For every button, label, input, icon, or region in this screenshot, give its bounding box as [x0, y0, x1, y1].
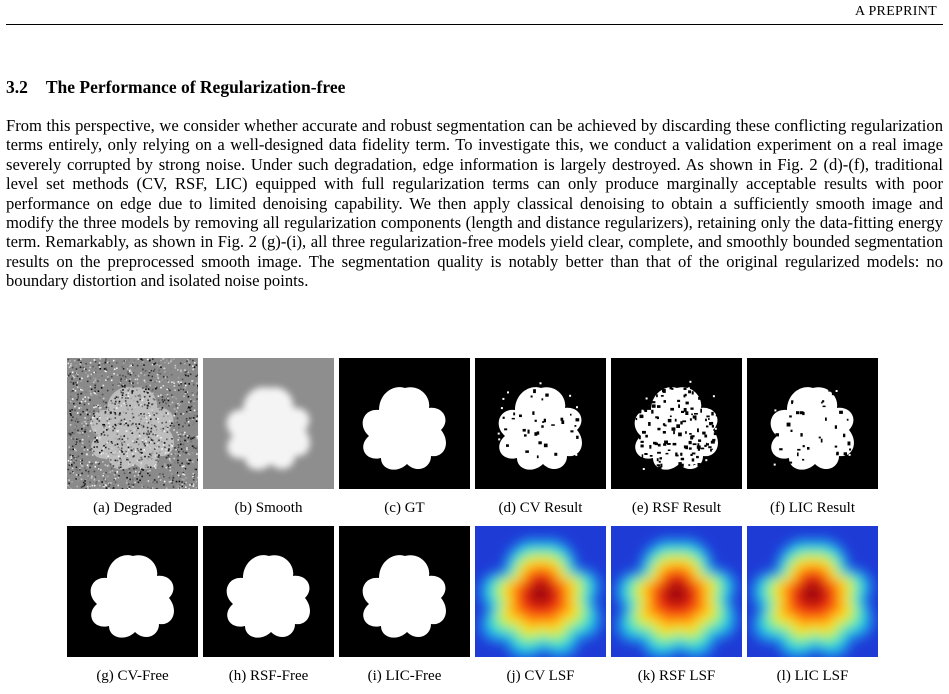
panel-caption: (j) CV LSF [506, 668, 574, 685]
panel-image [475, 526, 606, 657]
panel-image [339, 358, 470, 489]
panel-caption: (a) Degraded [93, 500, 172, 517]
panel-caption: (l) LIC LSF [777, 668, 849, 685]
panel-i [339, 526, 470, 694]
panel-image [611, 526, 742, 657]
panel-caption: (k) RSF LSF [638, 668, 716, 685]
section-title: The Performance of Regularization-free [46, 77, 346, 97]
figure-row-1 [67, 358, 881, 526]
panel-image [203, 526, 334, 657]
panel-image [203, 358, 334, 489]
panel-k [611, 526, 742, 694]
panel-image [747, 358, 878, 489]
panel-a [67, 358, 198, 526]
section-heading [6, 77, 345, 98]
panel-caption: (i) LIC-Free [368, 668, 442, 685]
header-rule [6, 24, 943, 25]
panel-e [611, 358, 742, 526]
figure-2 [67, 358, 881, 694]
panel-l [747, 526, 878, 694]
panel-image [67, 526, 198, 657]
panel-caption: (c) GT [384, 500, 424, 517]
panel-b [203, 358, 334, 526]
panel-caption: (e) RSF Result [632, 500, 721, 517]
running-header: A PREPRINT [855, 4, 937, 20]
panel-caption: (f) LIC Result [770, 500, 855, 517]
panel-image [339, 526, 470, 657]
panel-caption: (g) CV-Free [96, 668, 168, 685]
panel-j [475, 526, 606, 694]
panel-h [203, 526, 334, 694]
panel-caption: (h) RSF-Free [229, 668, 309, 685]
body-paragraph: From this perspective, we consider whether accurate and robust segmentation can be achieved by discarding these conflicting regularization terms entirely, only relying on a well-designed data fidelity term. To investigate this, we conduct a validation experiment on a real image severely corrupted by strong noise. Under such degradation, edge information is largely destroyed. As shown in Fig. 2 (d)-(f), traditional level set methods (CV, RSF, LIC) equipped with full regularization terms can only produce marginally acceptable results with poor performance on edge due to limited denoising capability. We then apply classical denoising to obtain a sufficiently smooth image and modify the three models by removing all regularization components (length and distance regularizers), retaining only the data-fitting energy term. Remarkably, as shown in Fig. 2 (g)-(i), all three regularization-free models yield clear, complete, and smoothly bounded segmentation results on the preprocessed smooth image. The segmentation quality is notably better than that of the original regularized models: no boundary distortion and isolated noise points. [6, 116, 943, 291]
panel-image [611, 358, 742, 489]
panel-caption: (d) CV Result [499, 500, 583, 517]
section-number: 3.2 [6, 77, 28, 97]
panel-d [475, 358, 606, 526]
panel-image [475, 358, 606, 489]
panel-g [67, 526, 198, 694]
panel-image [67, 358, 198, 489]
panel-image [747, 526, 878, 657]
panel-f [747, 358, 878, 526]
panel-caption: (b) Smooth [235, 500, 303, 517]
panel-c [339, 358, 470, 526]
figure-row-2 [67, 526, 881, 694]
